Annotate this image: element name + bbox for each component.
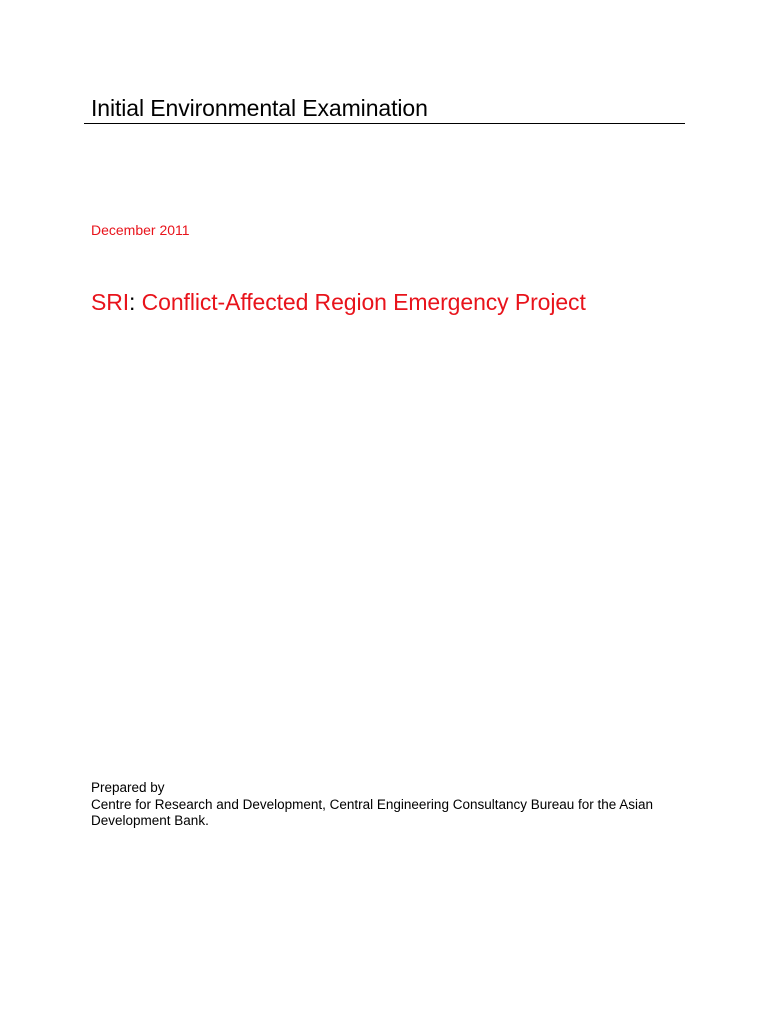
prepared-by-line-2: Development Bank.: [91, 813, 209, 828]
heading-separator: :: [129, 289, 136, 315]
prepared-by-line-1: Centre for Research and Development, Central Engineering Consultancy Bureau for the Asian: [91, 796, 654, 812]
title-underline-divider: [84, 123, 685, 124]
prepared-by-label: Prepared by: [91, 780, 165, 795]
project-heading: [91, 286, 586, 318]
document-title: Initial Environmental Examination: [91, 95, 428, 121]
document-date: December 2011: [91, 222, 190, 238]
prepared-by-block: [91, 780, 691, 830]
project-name: Conflict-Affected Region Emergency Project: [141, 289, 586, 315]
country-code: SRI: [91, 289, 130, 315]
